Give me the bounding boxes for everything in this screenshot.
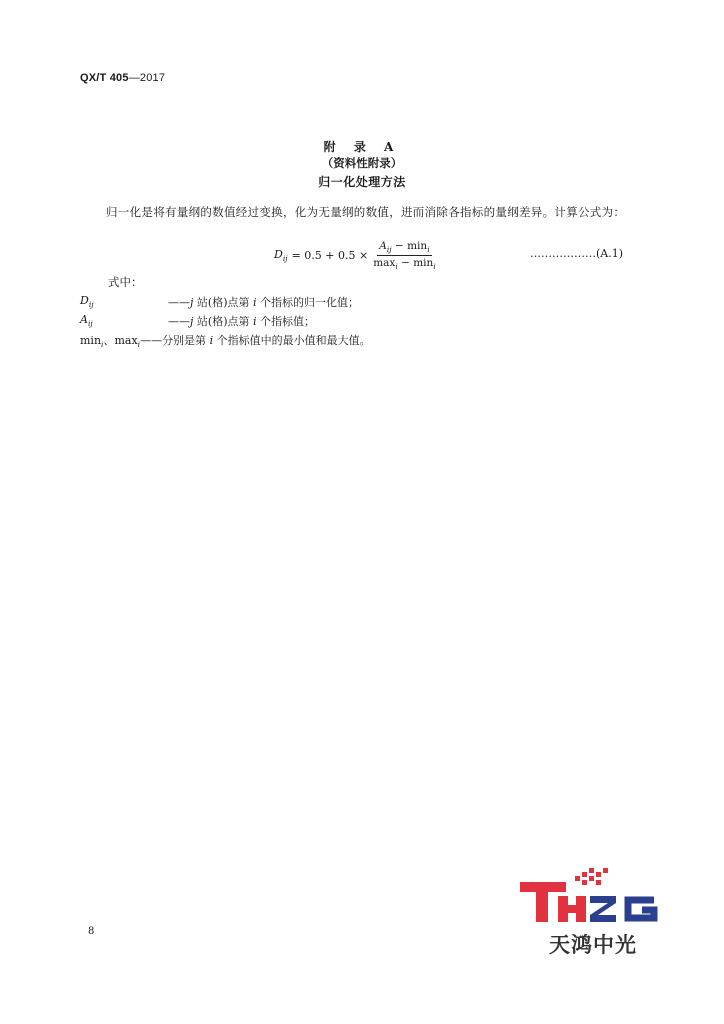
pixel-pattern bbox=[575, 868, 608, 885]
body-paragraph bbox=[80, 203, 650, 221]
where-label: 式中： bbox=[108, 275, 143, 289]
formula-lhs: $D_{ij}$ bbox=[274, 248, 288, 263]
definition-text: ——j 站(格)点第 i 个指标的归一化值； bbox=[168, 296, 360, 309]
definition-symbol: $\min_i$、$\max_i$ bbox=[80, 334, 141, 349]
appendix-title: 附 录 A bbox=[323, 140, 401, 154]
logo-z bbox=[590, 896, 616, 922]
standard-year: —2017 bbox=[128, 72, 166, 84]
logo-caption: 天鸿中光 bbox=[549, 933, 637, 957]
appendix-type: （资料性附录） bbox=[321, 156, 403, 170]
fraction-denominator: $\max_i - \min_i$ bbox=[373, 257, 436, 271]
page-number: 8 bbox=[88, 926, 95, 937]
fraction-numerator: $A_{ij} - \min_i$ bbox=[379, 240, 430, 254]
definition-symbol: $A_{ij}$ bbox=[80, 313, 93, 328]
definition-row-min-max bbox=[80, 332, 371, 349]
definition-row-a bbox=[80, 313, 315, 329]
logo-h-left bbox=[558, 896, 568, 922]
definition-symbol: $D_{ij}$ bbox=[80, 294, 94, 309]
logo-h-right bbox=[576, 896, 586, 922]
formula-constant: = 0.5 + 0.5 × bbox=[291, 249, 369, 262]
definition-row-d bbox=[80, 294, 359, 310]
standard-number: QX/T 405 bbox=[80, 72, 129, 84]
definition-text: ——j 站(格)点第 i 个指标值； bbox=[168, 315, 316, 328]
standard-code bbox=[80, 72, 165, 84]
definition-text: ——分别是第 i 个指标值中的最小值和最大值。 bbox=[140, 334, 371, 347]
logo-g bbox=[628, 900, 654, 918]
formula-fraction bbox=[371, 240, 438, 271]
normalization-formula bbox=[274, 240, 438, 271]
equation-number: ………………(A.1) bbox=[530, 247, 624, 260]
body-paragraph-text: 归一化是将有量纲的数值经过变换，化为无量纲的数值，进而消除各指标的量纲差异。计算公式为： bbox=[106, 205, 626, 219]
appendix-subtitle: 归一化处理方法 bbox=[318, 175, 406, 189]
company-logo bbox=[518, 866, 668, 962]
logo-t-stem bbox=[536, 882, 548, 922]
